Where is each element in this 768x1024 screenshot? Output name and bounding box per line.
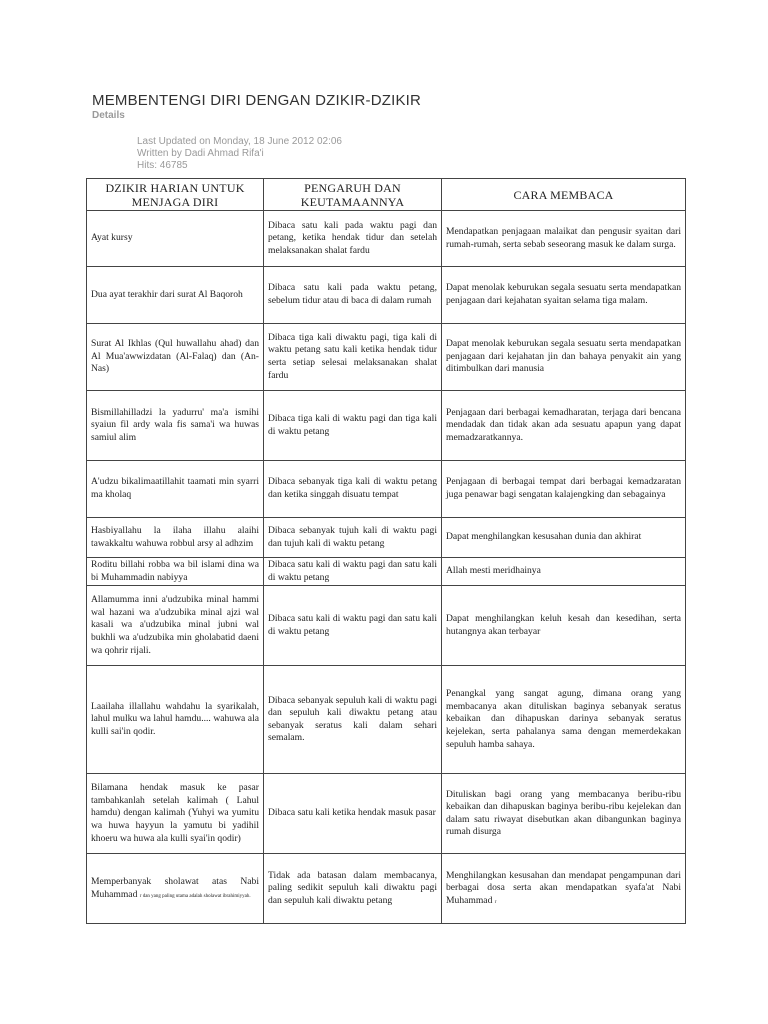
- pengaruh-cell: Dibaca tiga kali di waktu pagi dan tiga kali di waktu petang: [264, 391, 442, 461]
- table-row: [87, 558, 686, 586]
- table-row: [87, 854, 686, 924]
- header-cara: CARA MEMBACA: [442, 179, 686, 211]
- cara-cell: Dapat menolak keburukan segala sesuatu serta mendapatkan penjagaan dari kejahatan jin dan bahaya penyakit ain yang ditimbulkan dari manusia: [442, 324, 686, 391]
- cara-cell: Allah mesti meridhainya: [442, 558, 686, 586]
- pengaruh-cell: Tidak ada batasan dalam membacanya, paling sedikit sepuluh kali diwaktu pagi dan sepuluh kali diwaktu petang: [264, 854, 442, 924]
- article-meta: [137, 136, 342, 172]
- cara-cell: Penangkal yang sangat agung, dimana orang yang membacanya akan dituliskan baginya sebanyak seratus kebaikan dan dihapuskan darinya sebanyak seratus kejelekan, serta pahalanya sama dengan memerdekakan sepuluh hamba sahaya.: [442, 666, 686, 774]
- dzikir-cell: Dua ayat terakhir dari surat Al Baqoroh: [87, 267, 264, 324]
- written-by: Written by Dadi Ahmad Rifa'i: [137, 148, 264, 159]
- table-row: [87, 461, 686, 518]
- pengaruh-cell: Dibaca satu kali ketika hendak masuk pasar: [264, 774, 442, 854]
- table-row: [87, 774, 686, 854]
- cara-cell: Dituliskan bagi orang yang membacanya beribu-ribu kebaikan dan dihapuskan baginya beribu-ribu kejelekan dan dalam satu riwayat disebutkan akan dibangunkan baginya rumah disurga: [442, 774, 686, 854]
- pengaruh-cell: Dibaca tiga kali diwaktu pagi, tiga kali di waktu petang satu kali ketika hendak tidur serta setiap selesai melaksanakan shalat fardu: [264, 324, 442, 391]
- dzikir-cell: Bilamana hendak masuk ke pasar tambahkanlah setelah kalimah ( Lahul hamdu) dengan kalimah (Yuhyi wa yumitu wa huwa hayyun la yamutu bi yadihil khoeru wa huwa ala kulli syai'in qodir): [87, 774, 264, 854]
- hits-count: Hits: 46785: [137, 160, 188, 171]
- cara-cell: Dapat menghilangkan kesusahan dunia dan akhirat: [442, 518, 686, 558]
- cara-cell: Penjagaan dari berbagai kemadharatan, terjaga dari bencana mendadak dan tidak akan ada sesuatu apapun yang dapat memadzaratkannya.: [442, 391, 686, 461]
- dzikir-text: Memperbanyak sholawat atas Nabi Muhammad: [91, 876, 259, 900]
- pengaruh-cell: Dibaca sebanyak tujuh kali di waktu pagi dan tujuh kali di waktu petang: [264, 518, 442, 558]
- dzikir-cell: A'udzu bikalimaatillahit taamati min syarri ma kholaq: [87, 461, 264, 518]
- dzikir-cell: Bismillahilladzi la yadurru' ma'a ismihi syaiun fil ardy wala fis sama'i wa huwas samiul alim: [87, 391, 264, 461]
- header-dzikir: DZIKIR HARIAN UNTUK MENJAGA DIRI: [87, 179, 264, 211]
- table-row: [87, 666, 686, 774]
- cara-cell: Dapat menolak keburukan segala sesuatu serta mendapatkan penjagaan dari kejahatan syaitan selama tiga malam.: [442, 267, 686, 324]
- table-row: [87, 267, 686, 324]
- pengaruh-cell: Dibaca satu kali di waktu pagi dan satu kali di waktu petang: [264, 558, 442, 586]
- table-header-row: [87, 179, 686, 211]
- table-row: [87, 211, 686, 267]
- pengaruh-cell: Dibaca satu kali pada waktu pagi dan petang, ketika hendak tidur dan setelah melaksanakan shalat fardu: [264, 211, 442, 267]
- cara-cell: Mendapatkan penjagaan malaikat dan pengusir syaitan dari rumah-rumah, serta sebab seseorang masuk ke dalam surga.: [442, 211, 686, 267]
- dzikir-cell: [87, 854, 264, 924]
- dzikir-footnote: r dan yang paling utama adalah sholawat ibrahimiyyah.: [139, 893, 251, 899]
- cara-text: Menghilangkan kesusahan dan mendapat pengampunan dari berbagai dosa serta akan mendapatkan syafa'at Nabi Muhammad: [446, 869, 681, 906]
- pengaruh-cell: Dibaca satu kali di waktu pagi dan satu kali di waktu petang: [264, 586, 442, 666]
- pengaruh-cell: Dibaca sebanyak tiga kali di waktu petang dan ketika singgah disuatu tempat: [264, 461, 442, 518]
- header-pengaruh: PENGARUH DAN KEUTAMAANNYA: [264, 179, 442, 211]
- dzikir-cell: Ayat kursy: [87, 211, 264, 267]
- table-row: [87, 324, 686, 391]
- details-label: Details: [92, 110, 125, 121]
- page-title: MEMBENTENGI DIRI DENGAN DZIKIR-DZIKIR: [92, 92, 422, 109]
- pengaruh-cell: Dibaca satu kali pada waktu petang, sebelum tidur atau di baca di dalam rumah: [264, 267, 442, 324]
- dzikir-cell: Hasbiyallahu la ilaha illahu alaihi tawakkaltu wahuwa robbul arsy al adhzim: [87, 518, 264, 558]
- pengaruh-cell: Dibaca sebanyak sepuluh kali di waktu pagi dan sepuluh kali diwaktu petang atau sebanyak seratus kali dalam sehari semalam.: [264, 666, 442, 774]
- last-updated: Last Updated on Monday, 18 June 2012 02:06: [137, 136, 342, 147]
- cara-footnote: r: [494, 899, 497, 905]
- table-row: [87, 586, 686, 666]
- dzikir-cell: Roditu billahi robba wa bil islami dina wa bi Muhammadin nabiyya: [87, 558, 264, 586]
- dzikir-cell: Laailaha illallahu wahdahu la syarikalah, lahul mulku wa lahul hamdu.... wahuwa ala kulli sai'in qodir.: [87, 666, 264, 774]
- dzikir-cell: Surat Al Ikhlas (Qul huwallahu ahad) dan Al Mua'awwizdatan (Al-Falaq) dan (An-Nas): [87, 324, 264, 391]
- cara-cell: Dapat menghilangkan keluh kesah dan kesedihan, serta hutangnya akan terbayar: [442, 586, 686, 666]
- cara-cell: [442, 854, 686, 924]
- dzikir-table: [86, 178, 686, 924]
- table-row: [87, 391, 686, 461]
- cara-cell: Penjagaan di berbagai tempat dari berbagai kemadzaratan juga penawar bagi sengatan kalajengking dan sebagainya: [442, 461, 686, 518]
- table-row: [87, 518, 686, 558]
- dzikir-cell: Allamumma inni a'udzubika minal hammi wal hazani wa a'udzubika minal ajzi wal kasali wa a'udzubika minal jubni wal bukhli wa a'udzubika min gholabatid daeni wa qohrir rijali.: [87, 586, 264, 666]
